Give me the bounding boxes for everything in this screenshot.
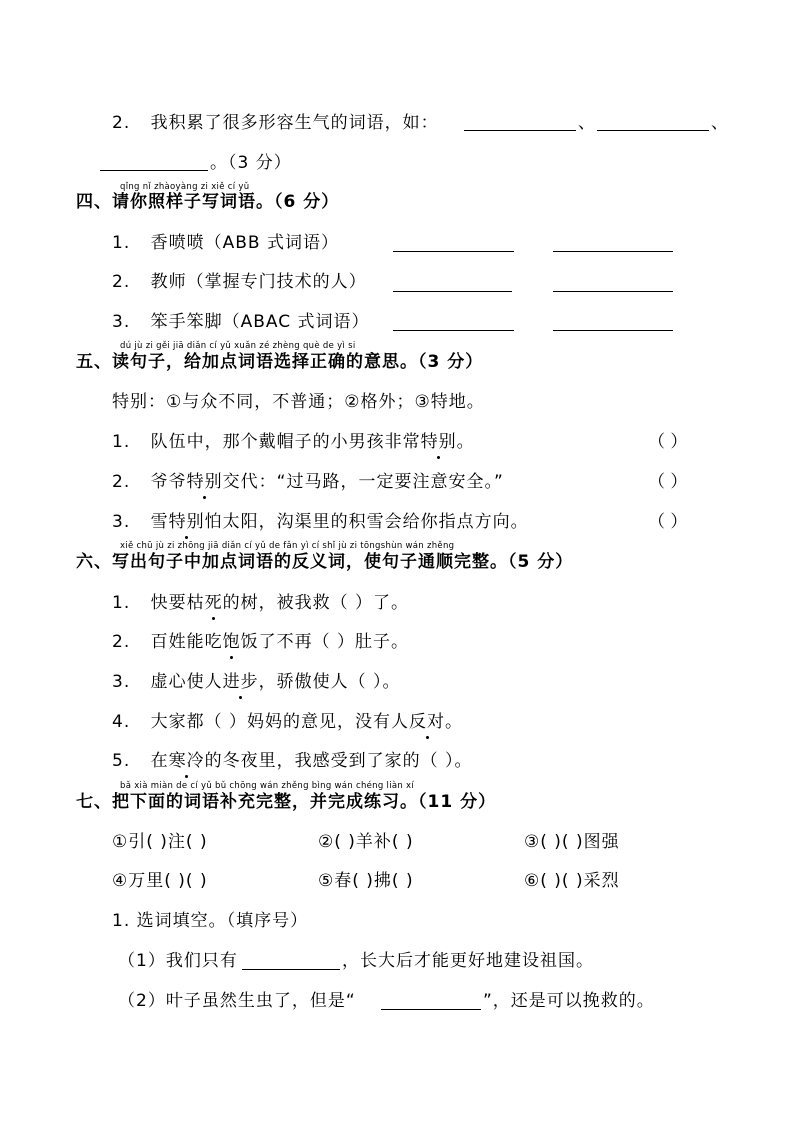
answer-blank[interactable] — [553, 291, 673, 292]
item-number: 2. — [112, 472, 131, 492]
answer-blank[interactable] — [553, 251, 673, 252]
item-number: 3. — [112, 512, 131, 532]
idiom-fill-2[interactable]: ②( )羊补( ) — [318, 832, 414, 852]
item-text: 。 — [456, 432, 475, 452]
item-text: 在 — [150, 751, 169, 771]
answer-blank[interactable] — [393, 251, 514, 252]
dotted-word: 特别 — [168, 512, 205, 532]
answer-blank[interactable] — [381, 1009, 481, 1010]
pinyin-annotation: qǐng nǐ zhàoyàng zi xiě cí yǔ — [120, 182, 250, 192]
item-number: 2. — [112, 632, 131, 652]
pinyin-annotation: dú jù zi gěi jiā diǎn cí yǔ xuǎn zé zhèng què de yì si — [120, 341, 356, 351]
s5-item-3 — [112, 511, 529, 533]
section-title: 六、写出句子中加点词语的反义词，使句子通顺完整。（5 分） — [76, 552, 574, 572]
idiom-fill-4[interactable]: ④万里( )( ) — [112, 871, 208, 891]
item-number: 3. — [112, 672, 131, 692]
answer-blank[interactable] — [464, 130, 576, 131]
score-note: 。（3 分） — [210, 153, 292, 173]
item-number: 1. — [112, 432, 131, 452]
item-number: 1. — [112, 233, 131, 253]
fill-sentence-2: ”，还是可以挽救的。 — [483, 991, 655, 1011]
item-text: 。 — [445, 712, 464, 732]
s5-item-1 — [112, 431, 475, 453]
answer-blank[interactable] — [553, 330, 673, 331]
separator: 、 — [578, 113, 596, 133]
answer-blank[interactable] — [597, 130, 709, 131]
meaning-options: 特别：①与众不同，不普通；②格外；③特地。 — [112, 392, 485, 412]
item-number: 3. — [112, 312, 131, 332]
item-text: ，骄傲使人（ ）。 — [258, 672, 401, 692]
fill-sentence-1: ，长大后才能更好地建设祖国。 — [342, 951, 594, 971]
pinyin-annotation: bǎ xià miàn de cí yǔ bǔ chōng wán zhěng bìng wán chéng liàn xí — [120, 781, 415, 791]
item-text: 怕太阳，沟渠里的积雪会给你指点方向。 — [204, 512, 529, 532]
idiom-fill-5[interactable]: ⑤春( )拂( ) — [318, 871, 414, 891]
fill-sentence-1: （1）我们只有 — [118, 951, 238, 971]
dotted-word: 反对 — [409, 712, 446, 732]
idiom-fill-1[interactable]: ①引( )注( ) — [112, 832, 208, 852]
answer-blank[interactable] — [100, 170, 208, 171]
item-number: 4. — [112, 712, 131, 732]
item-number: 2. — [112, 113, 131, 133]
idiom-fill-6[interactable]: ⑥( )( )采烈 — [524, 871, 620, 891]
s4-item-1 — [112, 232, 339, 254]
pinyin-annotation: xiě chū jù zi zhōng jiā diǎn cí yǔ de fǎn yì cí shǐ jù zi tōngshùn wán zhěng — [120, 541, 455, 551]
item-text: 笨手笨脚（ABAC 式词语） — [150, 312, 370, 332]
s4-item-2 — [112, 271, 367, 293]
idiom-fill-3[interactable]: ③( )( )图强 — [524, 832, 620, 852]
answer-blank[interactable] — [393, 330, 514, 331]
section-title: 五、读句子，给加点词语选择正确的意思。（3 分） — [76, 352, 484, 372]
dotted-word: 寒冷 — [168, 751, 205, 771]
s6-item-5 — [112, 750, 473, 772]
dotted-word: 特别 — [420, 432, 457, 452]
section-title: 七、把下面的词语补充完整，并完成练习。（11 分） — [76, 792, 497, 812]
answer-blank[interactable] — [242, 969, 340, 970]
dotted-word: 进步 — [222, 672, 259, 692]
item-number: 2. — [112, 272, 131, 292]
item-text: 的冬夜里，我感受到了家的（ ）。 — [204, 751, 473, 771]
sub-question-title: 1. 选词填空。（填序号） — [112, 911, 309, 931]
item-text: 交代：“过马路，一定要注意安全。” — [222, 472, 504, 492]
item-number: 1. — [112, 593, 131, 613]
item-text: 虚心使人 — [150, 672, 223, 692]
answer-parentheses[interactable]: （ ） — [648, 512, 688, 532]
s6-item-1 — [112, 592, 409, 614]
dotted-word: 饱 — [222, 632, 241, 652]
item-text: 队伍中，那个戴帽子的小男孩非常 — [150, 432, 421, 452]
item-text: 爷爷 — [150, 472, 187, 492]
item-text: 大家都（ ）妈妈的意见，没有人 — [150, 712, 410, 732]
q3-item-2 — [112, 112, 439, 134]
dotted-word: 特别 — [186, 472, 223, 492]
s4-item-3 — [112, 311, 370, 333]
item-text: 香喷喷（ABB 式词语） — [150, 233, 339, 253]
item-text: 的树，被我救（ ）了。 — [222, 593, 410, 613]
dotted-word: 死 — [204, 593, 223, 613]
answer-parentheses[interactable]: （ ） — [648, 432, 688, 452]
s6-item-4 — [112, 711, 463, 733]
s6-item-3 — [112, 671, 401, 693]
separator: 、 — [711, 113, 729, 133]
answer-blank[interactable] — [393, 291, 512, 292]
answer-parentheses[interactable]: （ ） — [648, 472, 688, 492]
question-text: 我积累了很多形容生气的词语，如： — [150, 113, 439, 133]
item-text: 百姓能吃 — [150, 632, 223, 652]
fill-sentence-2: （2）叶子虽然生虫了，但是“ — [118, 991, 356, 1011]
item-text: 教师（掌握专门技术的人） — [150, 272, 367, 292]
item-number: 5. — [112, 751, 131, 771]
section-title: 四、请你照样子写词语。（6 分） — [76, 192, 340, 212]
item-text: 快要枯 — [150, 593, 205, 613]
item-text: 饭了不再（ ）肚子。 — [240, 632, 410, 652]
s6-item-2 — [112, 631, 409, 653]
s5-item-2 — [112, 471, 504, 493]
item-text: 雪 — [150, 512, 169, 532]
